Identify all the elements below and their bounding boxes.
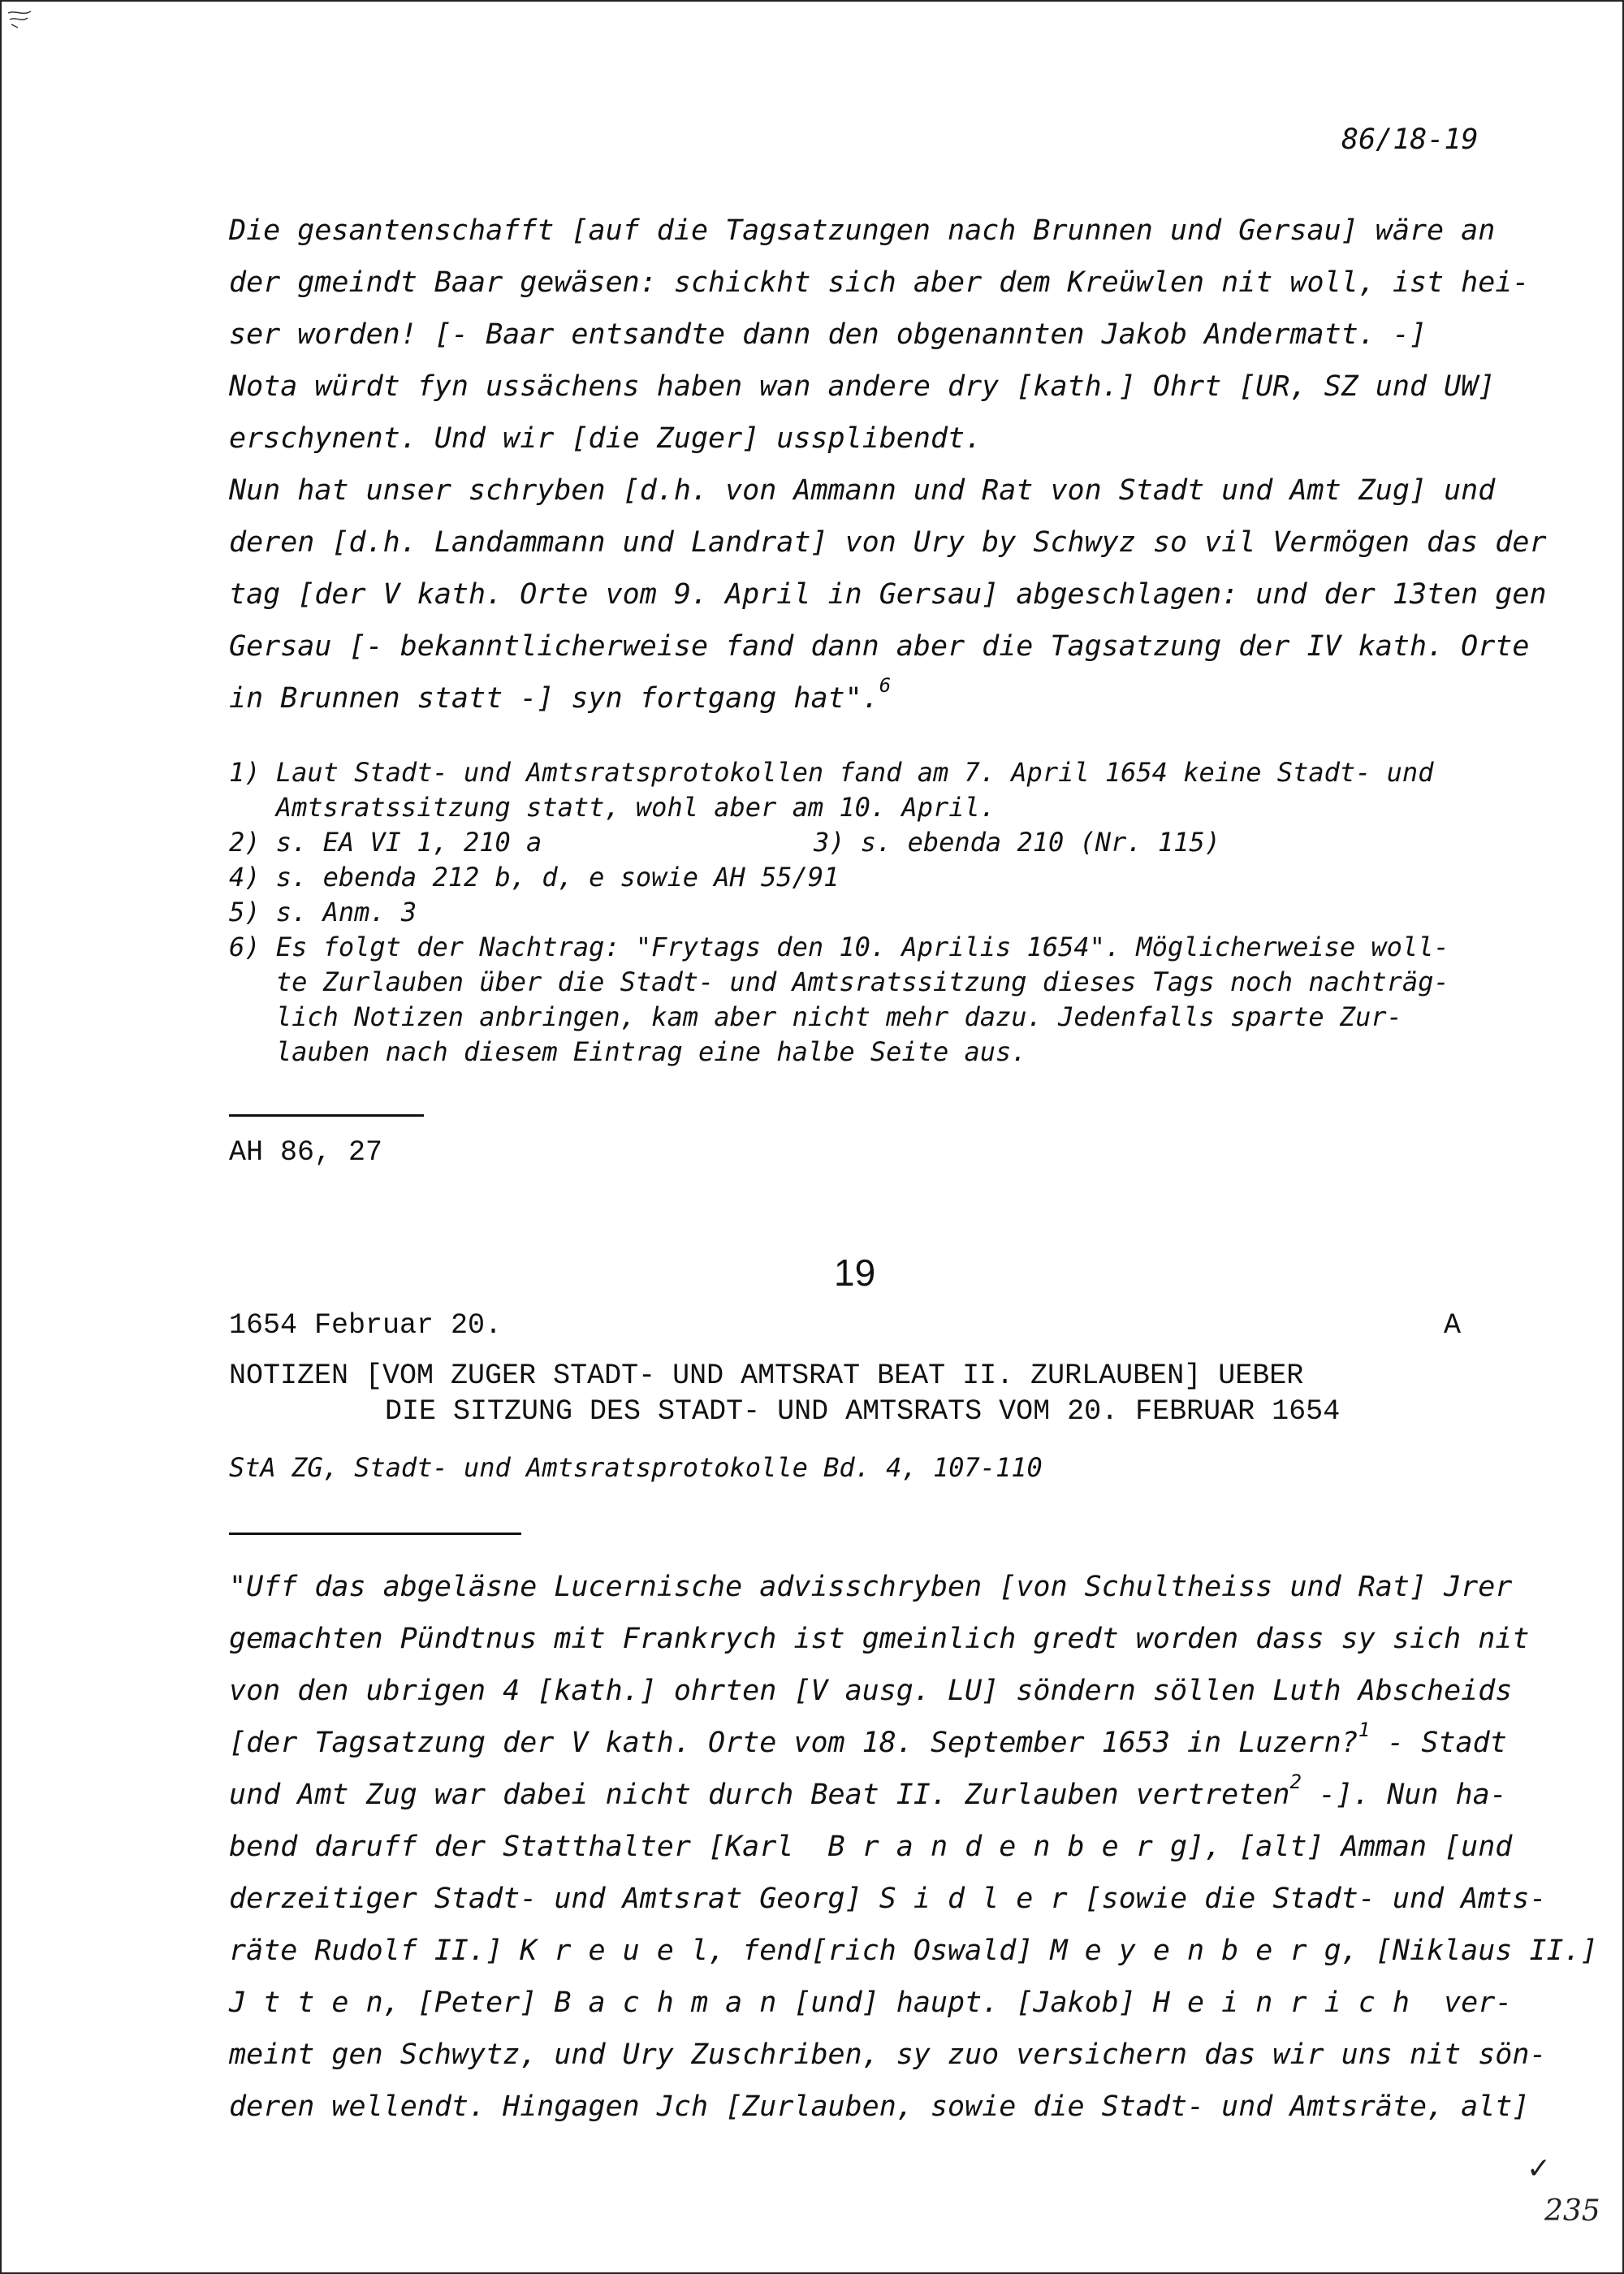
intro-line: Gersau [- bekanntlicherweise fand dann aber die Tagsatzung der IV kath. Orte bbox=[229, 630, 1530, 663]
main-line: meint gen Schwytz, und Ury Zuschriben, sy zuo versichern das wir uns nit sön- bbox=[229, 2038, 1547, 2071]
footnote-line: lauben nach diesem Eintrag eine halbe Seite aus. bbox=[229, 1036, 1027, 1067]
main-line: derzeitiger Stadt- und Amtsrat Georg] S i d l e r [sowie die Stadt- und Amts- bbox=[229, 1883, 1547, 1915]
check-mark-icon: ✓ bbox=[1527, 2152, 1552, 2185]
section-rule bbox=[229, 1114, 424, 1117]
footnote-line: 1) Laut Stadt- und Amtsratsprotokollen fand am 7. April 1654 keine Stadt- und bbox=[229, 757, 1434, 788]
footnote-line: te Zurlauben über die Stadt- und Amtsratssitzung dieses Tags noch nachträg- bbox=[229, 966, 1449, 997]
intro-line: in Brunnen statt -] syn fortgang hat".$^6$ bbox=[229, 674, 892, 715]
footnote-line: Amtsratssitzung statt, wohl aber am 10. April. bbox=[229, 792, 996, 823]
handwritten-page-number: 235 bbox=[1544, 2194, 1600, 2228]
entry-date: 1654 Februar 20. bbox=[229, 1309, 503, 1342]
footnote-line: 2) s. EA VI 1, 210 a bbox=[229, 827, 542, 858]
corner-scribble-icon bbox=[6, 8, 47, 32]
footnote-marker: 6 bbox=[879, 674, 892, 697]
intro-line: Nun hat unser schryben [d.h. von Ammann und Rat von Stadt und Amt Zug] und bbox=[229, 474, 1496, 507]
main-line: deren wellendt. Hingagen Jch [Zurlauben, sowie die Stadt- und Amtsräte, alt] bbox=[229, 2090, 1530, 2123]
intro-line: ser worden! [- Baar entsandte dann den obgenannten Jakob Andermatt. -] bbox=[229, 318, 1427, 351]
section-rule bbox=[229, 1533, 521, 1535]
footnote-marker: 2 bbox=[1289, 1770, 1302, 1793]
footnote-line: 6) Es folgt der Nachtrag: "Frytags den 10. Aprilis 1654". Möglicherweise woll- bbox=[229, 932, 1449, 962]
footnote-line: 4) s. ebenda 212 b, d, e sowie AH 55/91 bbox=[229, 862, 840, 893]
intro-line: erschynent. Und wir [die Zuger] ussplibendt. bbox=[229, 422, 983, 455]
footnote-marker: 1 bbox=[1358, 1718, 1371, 1741]
main-line: und Amt Zug war dabei nicht durch Beat II. Zurlauben vertreten$^2$ -]. Nun ha- bbox=[229, 1770, 1507, 1811]
footnote-line: 3) s. ebenda 210 (Nr. 115) bbox=[814, 827, 1220, 858]
page-reference: 86/18-19 bbox=[1341, 123, 1479, 156]
archive-reference: StA ZG, Stadt- und Amtsratsprotokolle Bd. 4, 107-110 bbox=[229, 1452, 1043, 1483]
intro-line: tag [der V kath. Orte vom 9. April in Gersau] abgeschlagen: und der 13ten gen bbox=[229, 578, 1547, 611]
main-line: räte Rudolf II.] K r e u e l, fend[rich Oswald] M e y e n b e r g, [Niklaus II.] bbox=[229, 1935, 1598, 1967]
footnote-line: lich Notizen anbringen, kam aber nicht mehr dazu. Jedenfalls sparte Zur- bbox=[229, 1001, 1402, 1032]
intro-line: deren [d.h. Landammann und Landrat] von Ury by Schwyz so vil Vermögen das der bbox=[229, 526, 1547, 559]
entry-number: 19 bbox=[834, 1252, 876, 1294]
main-line: gemachten Pündtnus mit Frankrych ist gmeinlich gredt worden dass sy sich nit bbox=[229, 1623, 1530, 1655]
entry-type: A bbox=[1444, 1309, 1462, 1342]
entry-title-continued: DIE SITZUNG DES STADT- UND AMTSRATS VOM 20. FEBRUAR 1654 bbox=[385, 1395, 1341, 1428]
intro-line: Die gesantenschafft [auf die Tagsatzungen nach Brunnen und Gersau] wäre an bbox=[229, 214, 1496, 247]
main-line: "Uff das abgeläsne Lucernische advisschryben [von Schultheiss und Rat] Jrer bbox=[229, 1571, 1513, 1603]
main-line: [der Tagsatzung der V kath. Orte vom 18. September 1653 in Luzern?$^1$ - Stadt bbox=[229, 1718, 1507, 1759]
main-line: von den ubrigen 4 [kath.] ohrten [V ausg. LU] söndern söllen Luth Abscheids bbox=[229, 1675, 1513, 1707]
entry-title: NOTIZEN [VOM ZUGER STADT- UND AMTSRAT BEAT II. ZURLAUBEN] UEBER bbox=[229, 1360, 1304, 1392]
main-line: bend daruff der Statthalter [Karl B r a n d e n b e r g], [alt] Amman [und bbox=[229, 1831, 1513, 1863]
intro-line: Nota würdt fyn ussächens haben wan andere dry [kath.] Ohrt [UR, SZ und UW] bbox=[229, 370, 1496, 403]
footnote-line: 5) s. Anm. 3 bbox=[229, 897, 417, 927]
main-line: J t t e n, [Peter] B a c h m a n [und] haupt. [Jakob] H e i n r i c h ver- bbox=[229, 1987, 1513, 2019]
intro-line: der gmeindt Baar gewäsen: schickht sich aber dem Kreüwlen nit woll, ist hei- bbox=[229, 266, 1530, 299]
source-reference: AH 86, 27 bbox=[229, 1136, 383, 1169]
